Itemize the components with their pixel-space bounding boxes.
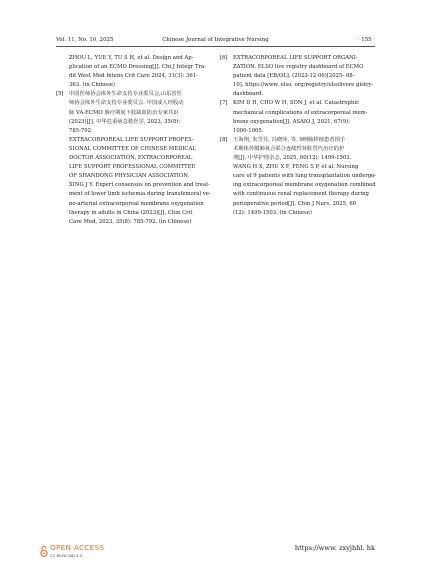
open-access-label: OPEN ACCESS <box>50 543 105 552</box>
reference-line: OF SHANDONG PHYSICIAN ASSOCIATION, <box>69 173 190 180</box>
journal-title: Chinese Journal of Integrative Nursing <box>162 37 269 43</box>
reference-line: dashboard. <box>233 91 264 98</box>
reference-line: 术期体外膜肺氧合联合连续性肾脏替代治疗的护 <box>233 145 345 152</box>
reference-5 <box>56 90 218 226</box>
reference-number: [6] <box>220 55 228 61</box>
reference-line: 363. (in Chinese) <box>69 82 115 89</box>
reference-line: mechanical complications of extracorporeal mem- <box>233 109 368 116</box>
header-rule <box>56 46 375 47</box>
reference-line: EXTRACORPOREAL LIFE SUPPORT PROFES- <box>69 136 194 143</box>
reference-line: Care Med, 2023, 35(8): 785-792. (in Chinese) <box>69 218 192 225</box>
open-access-lock-icon <box>40 545 48 557</box>
reference-8 <box>220 136 378 218</box>
reference-line: 785-792. <box>69 127 93 134</box>
reference-line: 10]. https://www. elso. org/registry/elsolivere gistry- <box>233 82 374 89</box>
open-access-logo <box>40 543 150 561</box>
reference-line: care of 9 patients with lung transplantation undergo- <box>233 173 377 180</box>
reference-line: XING J Y. Expert consensus on prevention and treat- <box>69 182 210 189</box>
reference-line: therapy in adults in China (2023)[J]. Chin Crit <box>69 209 193 216</box>
reference-line: EXTRACORPOREAL LIFE SUPPORT ORGANI- <box>233 55 358 61</box>
running-header <box>56 34 375 46</box>
reference-column-left <box>56 54 218 227</box>
reference-line: DOCTOR ASSOCIATION, EXTRACORPOREAL <box>69 155 193 162</box>
reference-number: [5] <box>56 91 64 98</box>
reference-6 <box>220 54 378 99</box>
reference-line: SIONAL COMMITTEE OF CHINESE MEDICAL <box>69 145 196 152</box>
journal-url-link[interactable]: https://www. zxyjhhl. hk <box>294 544 375 552</box>
reference-line: 师协会体外生命支持专业委员会. 中国成人经股动 <box>69 100 184 107</box>
reference-continued <box>56 54 218 90</box>
reference-line: 1000-1005. <box>233 127 264 134</box>
license-label: CC BY-NC-ND 4.0 <box>50 553 83 558</box>
reference-line: ing extracorporeal membrane oxygenation combined <box>233 182 376 189</box>
reference-column-right <box>220 54 378 218</box>
reference-line: 理[J]. 中华护理杂志, 2025, 60(12): 1499-1503. <box>233 155 352 162</box>
reference-line: KIM D H, CHO W H, SON J, et al. Catastrophic <box>233 100 360 107</box>
page-number: · 155 · <box>357 37 375 43</box>
reference-number: [7] <box>220 100 228 107</box>
reference-line: 脉 VA-ECMO 肠疗期间下肢缺血防治专家共识 <box>69 109 179 116</box>
reference-line: perioperative period[J]. Chin J Nurs, 2025, 60 <box>233 200 357 207</box>
reference-7 <box>220 99 378 135</box>
reference-line: brane oxygenation[J]. ASAIO J, 2021, 67(9): <box>233 118 351 125</box>
reference-line: no-arterial extracorporeal membrane oxygenation <box>69 200 204 207</box>
reference-line: WANG H X, ZHU X F, FENG S P, et al. Nursing <box>233 164 359 171</box>
reference-line: ZATION. ELSO live registry dashboard of ECMO <box>233 64 364 71</box>
reference-line: (12): 1499-1503. (in Chinese) <box>233 209 312 216</box>
reference-line: dit West Med Intens Crit Care 2024, 31(3): 361- <box>69 73 198 80</box>
reference-line: plication of an ECMO Dressing[J]. Chi J Integr Tra- <box>69 64 206 71</box>
reference-line: 中国医师协会体外生命支持专业委员会,山东省医 <box>69 91 182 98</box>
reference-line: (2023)[J]. 中华危重病急救医学, 2023, 35(8): <box>69 118 181 125</box>
volume-issue: Vol. 11, No. 10, 2025 <box>56 37 114 43</box>
reference-line: with continuous renal replacement therapy during <box>233 191 369 198</box>
reference-line: 王海翔, 朱雪芬, 冯晓萍, 等. 9例肺移植患者围手 <box>233 136 346 143</box>
reference-line: ment of lower limb ischemia during transfemoral ve- <box>69 191 211 198</box>
reference-number: [8] <box>220 136 228 143</box>
reference-line: ZHOU L, YUE Y, TU S H, et al. Design and Ap- <box>69 55 194 61</box>
reference-line: LIFE SUPPORT PROFESSIONAL COMMITTEE <box>69 164 196 171</box>
reference-line: patient data [EB/OL]. (2023-12-06)[2025- 08- <box>233 73 355 80</box>
